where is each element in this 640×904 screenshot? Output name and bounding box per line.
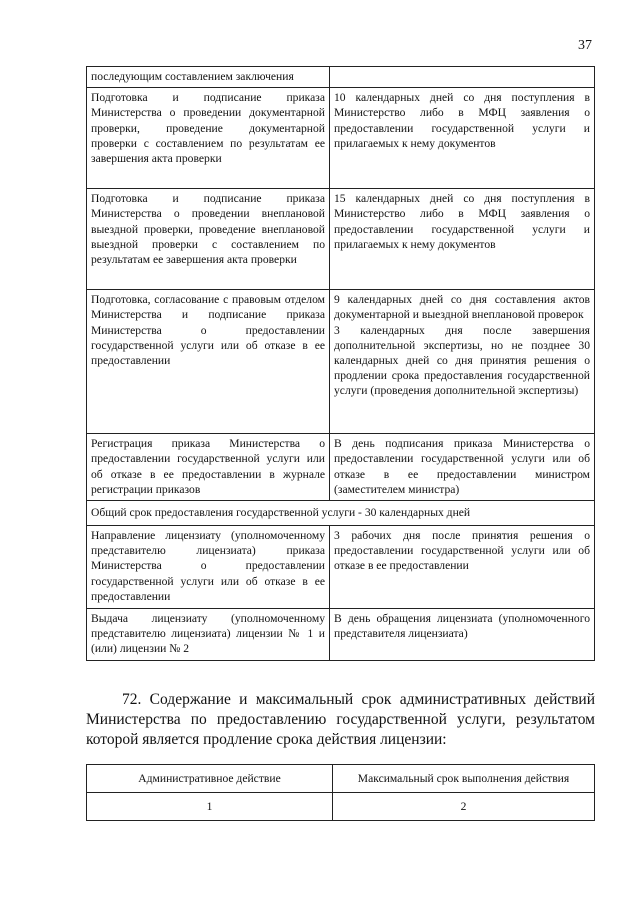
- action-cell: Подготовка и подписание приказа Министерства о проведении внеплановой выездной проверки, проведение внеплановой выездной проверки с составлением по результатам ее завершения акта проверки: [87, 189, 330, 290]
- term-cell: 15 календарных дней со дня поступления в Министерство либо в МФЦ заявления о предоставлении государственной услуги и прилагаемых к нему документов: [330, 189, 595, 290]
- action-cell: последующим составлением заключения: [87, 67, 330, 88]
- column-header: Административное действие: [87, 765, 333, 793]
- column-number: 2: [333, 793, 595, 821]
- table-header-row: [87, 765, 595, 793]
- column-number: 1: [87, 793, 333, 821]
- table-row: [87, 88, 595, 189]
- action-cell: Выдача лицензиату (уполномоченному представителю лицензиата) лицензии № 1 и (или) лицензии № 2: [87, 609, 330, 661]
- column-header: Максимальный срок выполнения действия: [333, 765, 595, 793]
- table-row: [87, 434, 595, 501]
- term-cell: В день подписания приказа Министерства о предоставлении государственной услуги или об отказе в ее предоставлении министром (заместителем министра): [330, 434, 595, 501]
- action-cell: Подготовка и подписание приказа Министерства о проведении документарной проверки, проведение документарной проверки с составлением по результатам ее завершения акта проверки: [87, 88, 330, 189]
- action-cell: Регистрация приказа Министерства о предоставлении государственной услуги или об отказе в ее предоставлении в журнале регистрации приказов: [87, 434, 330, 501]
- term-cell: 10 календарных дней со дня поступления в Министерство либо в МФЦ заявления о предоставлении государственной услуги и прилагаемых к нему документов: [330, 88, 595, 189]
- term-cell: [330, 67, 595, 88]
- page-number: 37: [578, 38, 592, 53]
- term-cell: 3 рабочих дня после принятия решения о предоставлении государственной услуги или об отказе в ее предоставлении: [330, 526, 595, 609]
- column-number-row: [87, 793, 595, 821]
- procedure-table: [86, 66, 595, 661]
- term-cell: В день обращения лицензиата (уполномоченного представителя лицензиата): [330, 609, 595, 661]
- table-row: [87, 609, 595, 661]
- table-row: [87, 189, 595, 290]
- paragraph-72: 72. Содержание и максимальный срок административных действий Министерства по предоставлению государственной услуги, результатом которой является продление срока действия лицензии:: [86, 691, 595, 748]
- total-term-cell: Общий срок предоставления государственной услуги - 30 календарных дней: [87, 501, 595, 526]
- action-cell: Направление лицензиату (уполномоченному представителю лицензиата) приказа Министерства о предоставлении государственной услуги или об отказе в ее предоставлении: [87, 526, 330, 609]
- term-cell: 9 календарных дней со дня составления актов документарной и выездной внеплановой проверок 3 календарных дня после завершения дополнительной экспертизы, но не позднее 30 календарных дней со дня принятия решения о продлении срока предоставления государственной услуги (проведения дополнительной экспертизы): [330, 290, 595, 434]
- table-row: [87, 290, 595, 434]
- table-row: [87, 501, 595, 526]
- table-row: [87, 526, 595, 609]
- table-row: [87, 67, 595, 88]
- action-cell: Подготовка, согласование с правовым отделом Министерства и подписание приказа Министерства о предоставлении государственной услуги или об отказе в ее предоставлении: [87, 290, 330, 434]
- actions-header-table: [86, 764, 595, 821]
